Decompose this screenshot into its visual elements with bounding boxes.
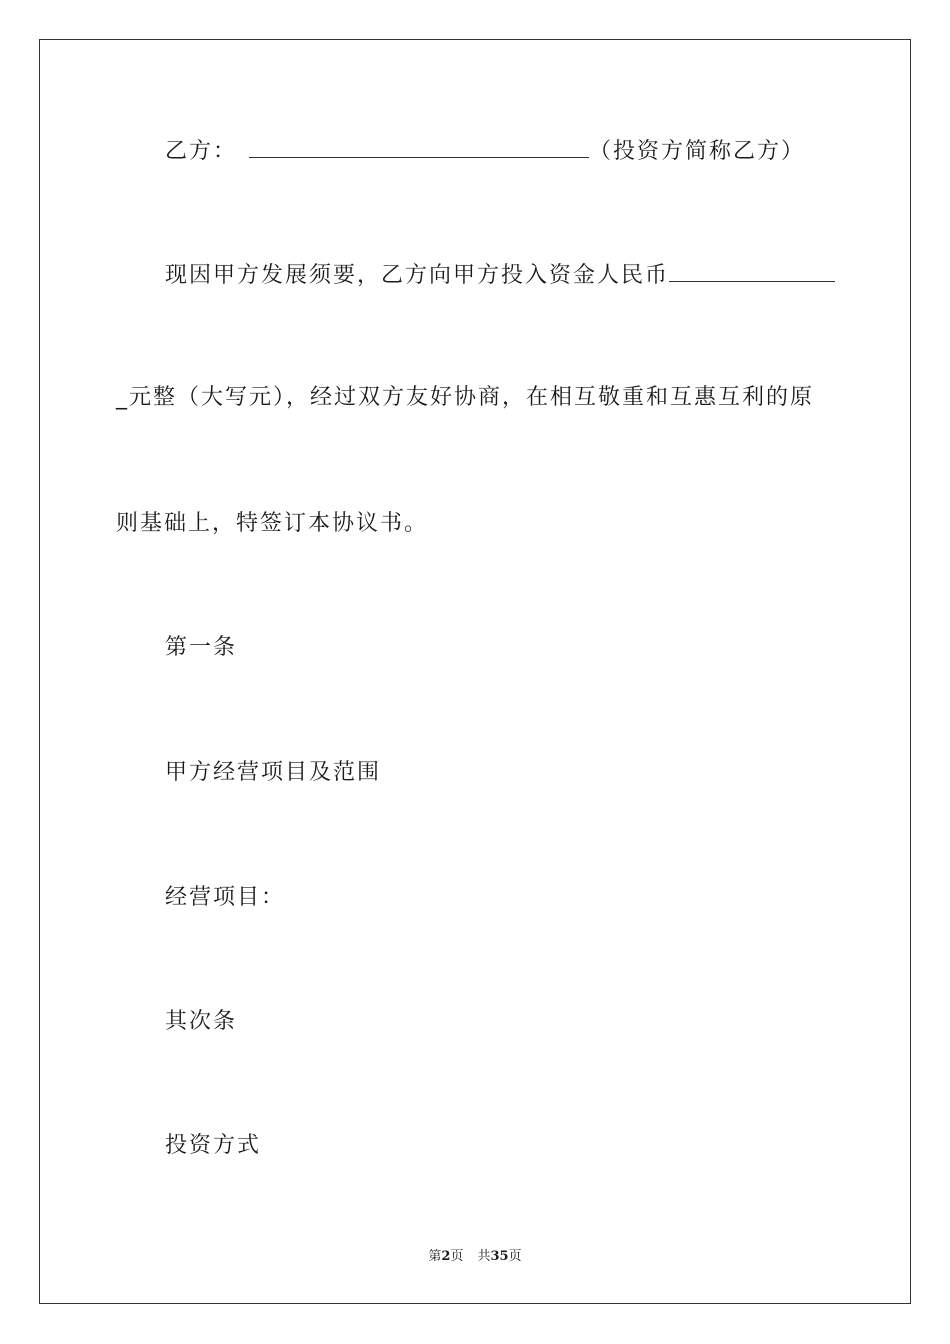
party-b-suffix: （投资方简称乙方） xyxy=(589,139,806,164)
footer-page-total: 35 xyxy=(490,1249,509,1264)
footer-page-prefix: 第 xyxy=(428,1249,442,1264)
page-border xyxy=(39,39,911,1304)
article-2-heading: 其次条 xyxy=(165,1009,238,1034)
paragraph-line-1-text: 现因甲方发展须要，乙方向甲方投入资金人民币 xyxy=(165,263,670,288)
party-b-blank xyxy=(249,135,589,158)
amount-blank xyxy=(669,259,835,282)
footer-total-suffix: 页 xyxy=(508,1249,522,1264)
paragraph-line-3-text: 则基础上，特签订本协议书。 xyxy=(116,511,429,536)
paragraph-line-3 xyxy=(116,509,428,539)
article-1-item: 经营项目： xyxy=(165,885,286,910)
party-b-label: 乙方： xyxy=(165,139,238,164)
footer-page-mid: 页 xyxy=(450,1249,464,1264)
party-b-line xyxy=(165,135,805,167)
paragraph-line-1 xyxy=(165,259,835,291)
paragraph-line-2-text: 元整（大写元），经过双方友好协商，在相互敬重和互惠互利的原 xyxy=(129,385,815,410)
footer-page-current: 2 xyxy=(441,1249,451,1264)
paragraph-line-2 xyxy=(116,383,814,413)
page-footer xyxy=(0,1248,950,1266)
paragraph-line-2-prefix: _ xyxy=(116,385,129,410)
article-2-title: 投资方式 xyxy=(165,1133,262,1158)
article-1-heading: 第一条 xyxy=(165,635,238,660)
article-1-title: 甲方经营项目及范围 xyxy=(165,760,382,785)
footer-total-prefix: 共 xyxy=(477,1249,491,1264)
